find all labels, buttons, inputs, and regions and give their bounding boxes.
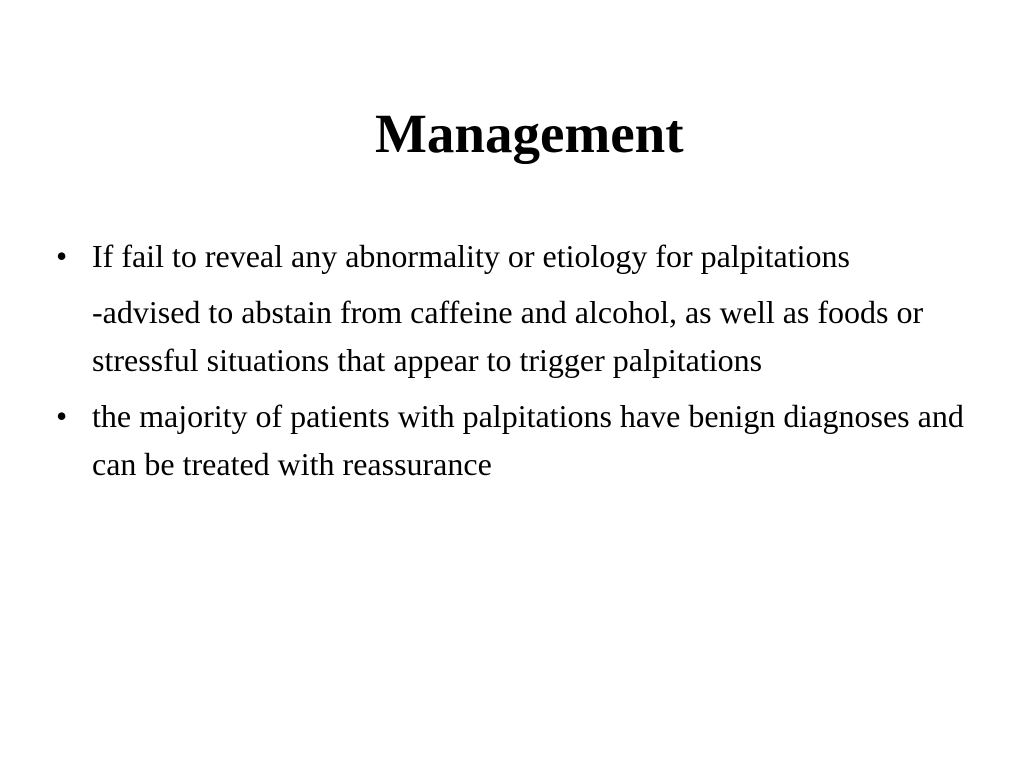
bullet-icon: • <box>56 398 68 434</box>
bullet-icon: • <box>56 238 68 274</box>
bullet-text: the majority of patients with palpitations have benign diagnoses and can be treated with reassurance <box>92 398 964 482</box>
bullet-item <box>52 392 972 488</box>
slide-body <box>52 232 972 488</box>
sub-paragraph-text: -advised to abstain from caffeine and alcohol, as well as foods or stressful situations that appear to trigger palpitations <box>92 294 924 378</box>
slide-title: Management <box>375 103 684 164</box>
bullet-item <box>52 232 972 280</box>
bullet-text: If fail to reveal any abnormality or etiology for palpitations <box>92 238 850 274</box>
sub-paragraph <box>52 288 972 384</box>
